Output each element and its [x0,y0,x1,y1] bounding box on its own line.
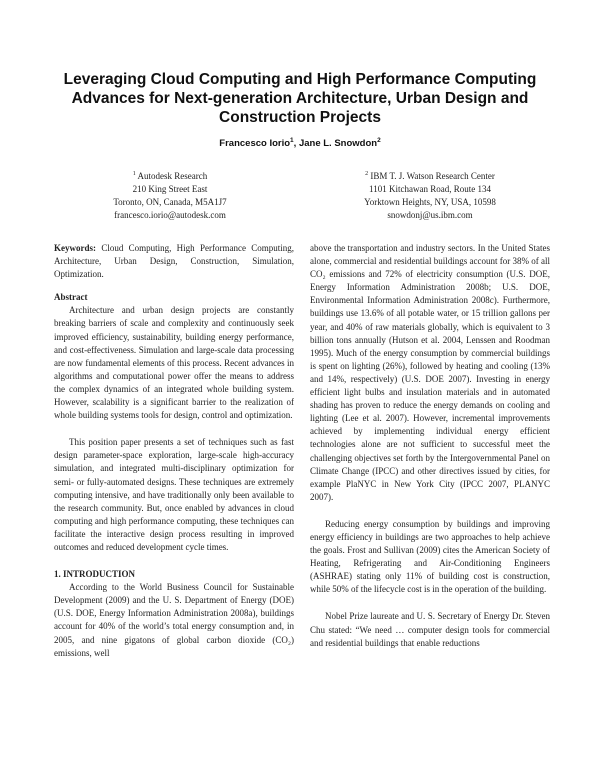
keywords-paragraph [54,242,294,281]
body-paragraph: According to the World Business Council for Sustainable Development (2009) and the U. S. Department of Energy (DOE) (U.S. DOE, Energy Information Administration 2008a), buildings account for 40% of the world’s total energy consumption and, in 2005, and nine gigatons of global carbon dioxide (CO₂) emissions, well [54,582,294,658]
affiliation-mark: 1 [132,171,136,177]
affiliation-street: 1101 Kitchawan Road, Route 134 [369,184,491,194]
right-column [310,242,550,650]
affiliation-block [45,168,295,222]
paper-title: Leveraging Cloud Computing and High Performance Computing Advances for Next-generation Architecture, Urban Design and Construction Projects [63,71,537,126]
body-paragraph: Reducing energy consumption by buildings and improving energy efficiency in buildings are two approaches to help achieve the goals. Frost and Sullivan (2009) cites the American Society of Heating, Refrigerating and Air-Conditioning Engineers (ASHRAE) stating only 11% of building cost is construction, while 50% of the lifecycle cost is in the operation of the building. [310,518,550,595]
affiliation-org: Autodesk Research [137,171,208,181]
abstract-paragraph: This position paper presents a set of techniques such as fast design parameter-space exploration, large-scale high-accuracy simulation, and integrated multi-disciplinary optimization for semi- or fully-automated designs. These techniques are extremely computing intensive, and have traditionally only been available to the research community. But, once enabled by advances in cloud computing and high performance computing, these techniques can facilitate the interactive design process resulting in improved outcomes and reduced development cycle times. [54,437,294,552]
affiliation-email: francesco.iorio@autodesk.com [114,210,226,220]
abstract-paragraph: Architecture and urban design projects are constantly breaking barriers of scale and complexity and continuously seek improved efficiency, sustainability, building energy performance, and cost-effectiveness. Simulation and large-scale data processing are now fundamental elements of this process. Recent advances in algorithms and computational power offer the means to address the complex dynamics of an integrated whole building system. However, scalability is a significant barrier to the realization of whole building systems tools for design, control and optimization. [54,305,294,421]
author-list: Francesco Iorio$^1$, Jane L. Snowdon$^2$ [219,137,381,150]
affiliation-email: snowdonj@us.ibm.com [387,210,473,220]
affiliation-org: IBM T. J. Watson Research Center [370,171,495,181]
affiliation-city: Toronto, ON, Canada, M5A1J7 [113,197,227,207]
left-column [54,242,294,660]
affiliation-block [305,168,555,222]
body-paragraph: above the transportation and industry sectors. In the United States alone, commercial and residential buildings account for 38% of all CO₂ emissions and 72% of electricity consumption (U.S. DOE, Energy Information Administration 2008b; U.S. DOE, Environmental Information Administration 2008c). Furthermore, buildings use 13.6% of all potable water, or 15 trillion gallons per year, and 40% of raw materials globally, which is equivalent to 3 billion tons annually (Hutson et al. 2004, Lenssen and Roodman 1995). Much of the energy consumption by commercial buildings is spent on lighting (26%), followed by heating and cooling (13% and 14%, respectively) (U.S. DOE 2007). Investing in energy efficient light bulbs and insulation materials and in automated shading has proven to reduce the energy demands on cooling and lighting (Lee et al. 2007). However, incremental improvements achieved by implementing individual energy efficient technologies alone are not sufficient to successful meet the challenging objectives set forth by the Intergovernmental Panel on Climate Change (IPCC) and other directives issued by cities, for example PlaNYC in New York City (IPCC 2007, PLANYC 2007). [310,243,550,502]
section-heading: 1. INTRODUCTION [54,569,136,580]
author-affiliation-mark: 1 [290,137,294,144]
author-name: Jane L. Snowdon [298,138,378,150]
keywords-label: Keywords: [54,243,96,253]
author-name: Francesco Iorio [219,138,291,150]
author-affiliation-mark: 2 [377,137,381,144]
abstract-heading: Abstract [54,292,88,303]
affiliation-city: Yorktown Heights, NY, USA, 10598 [364,197,496,207]
affiliation-mark: 2 [365,171,369,177]
body-paragraph: Nobel Prize laureate and U. S. Secretary of Energy Dr. Steven Chu stated: “We need … computer design tools for commercial and residential buildings that enable reductions [310,611,550,648]
affiliation-street: 210 King Street East [132,184,208,194]
keywords-text: Cloud Computing, High Performance Computing, Architecture, Urban Design, Construction, Simulation, Optimization. [54,243,295,280]
